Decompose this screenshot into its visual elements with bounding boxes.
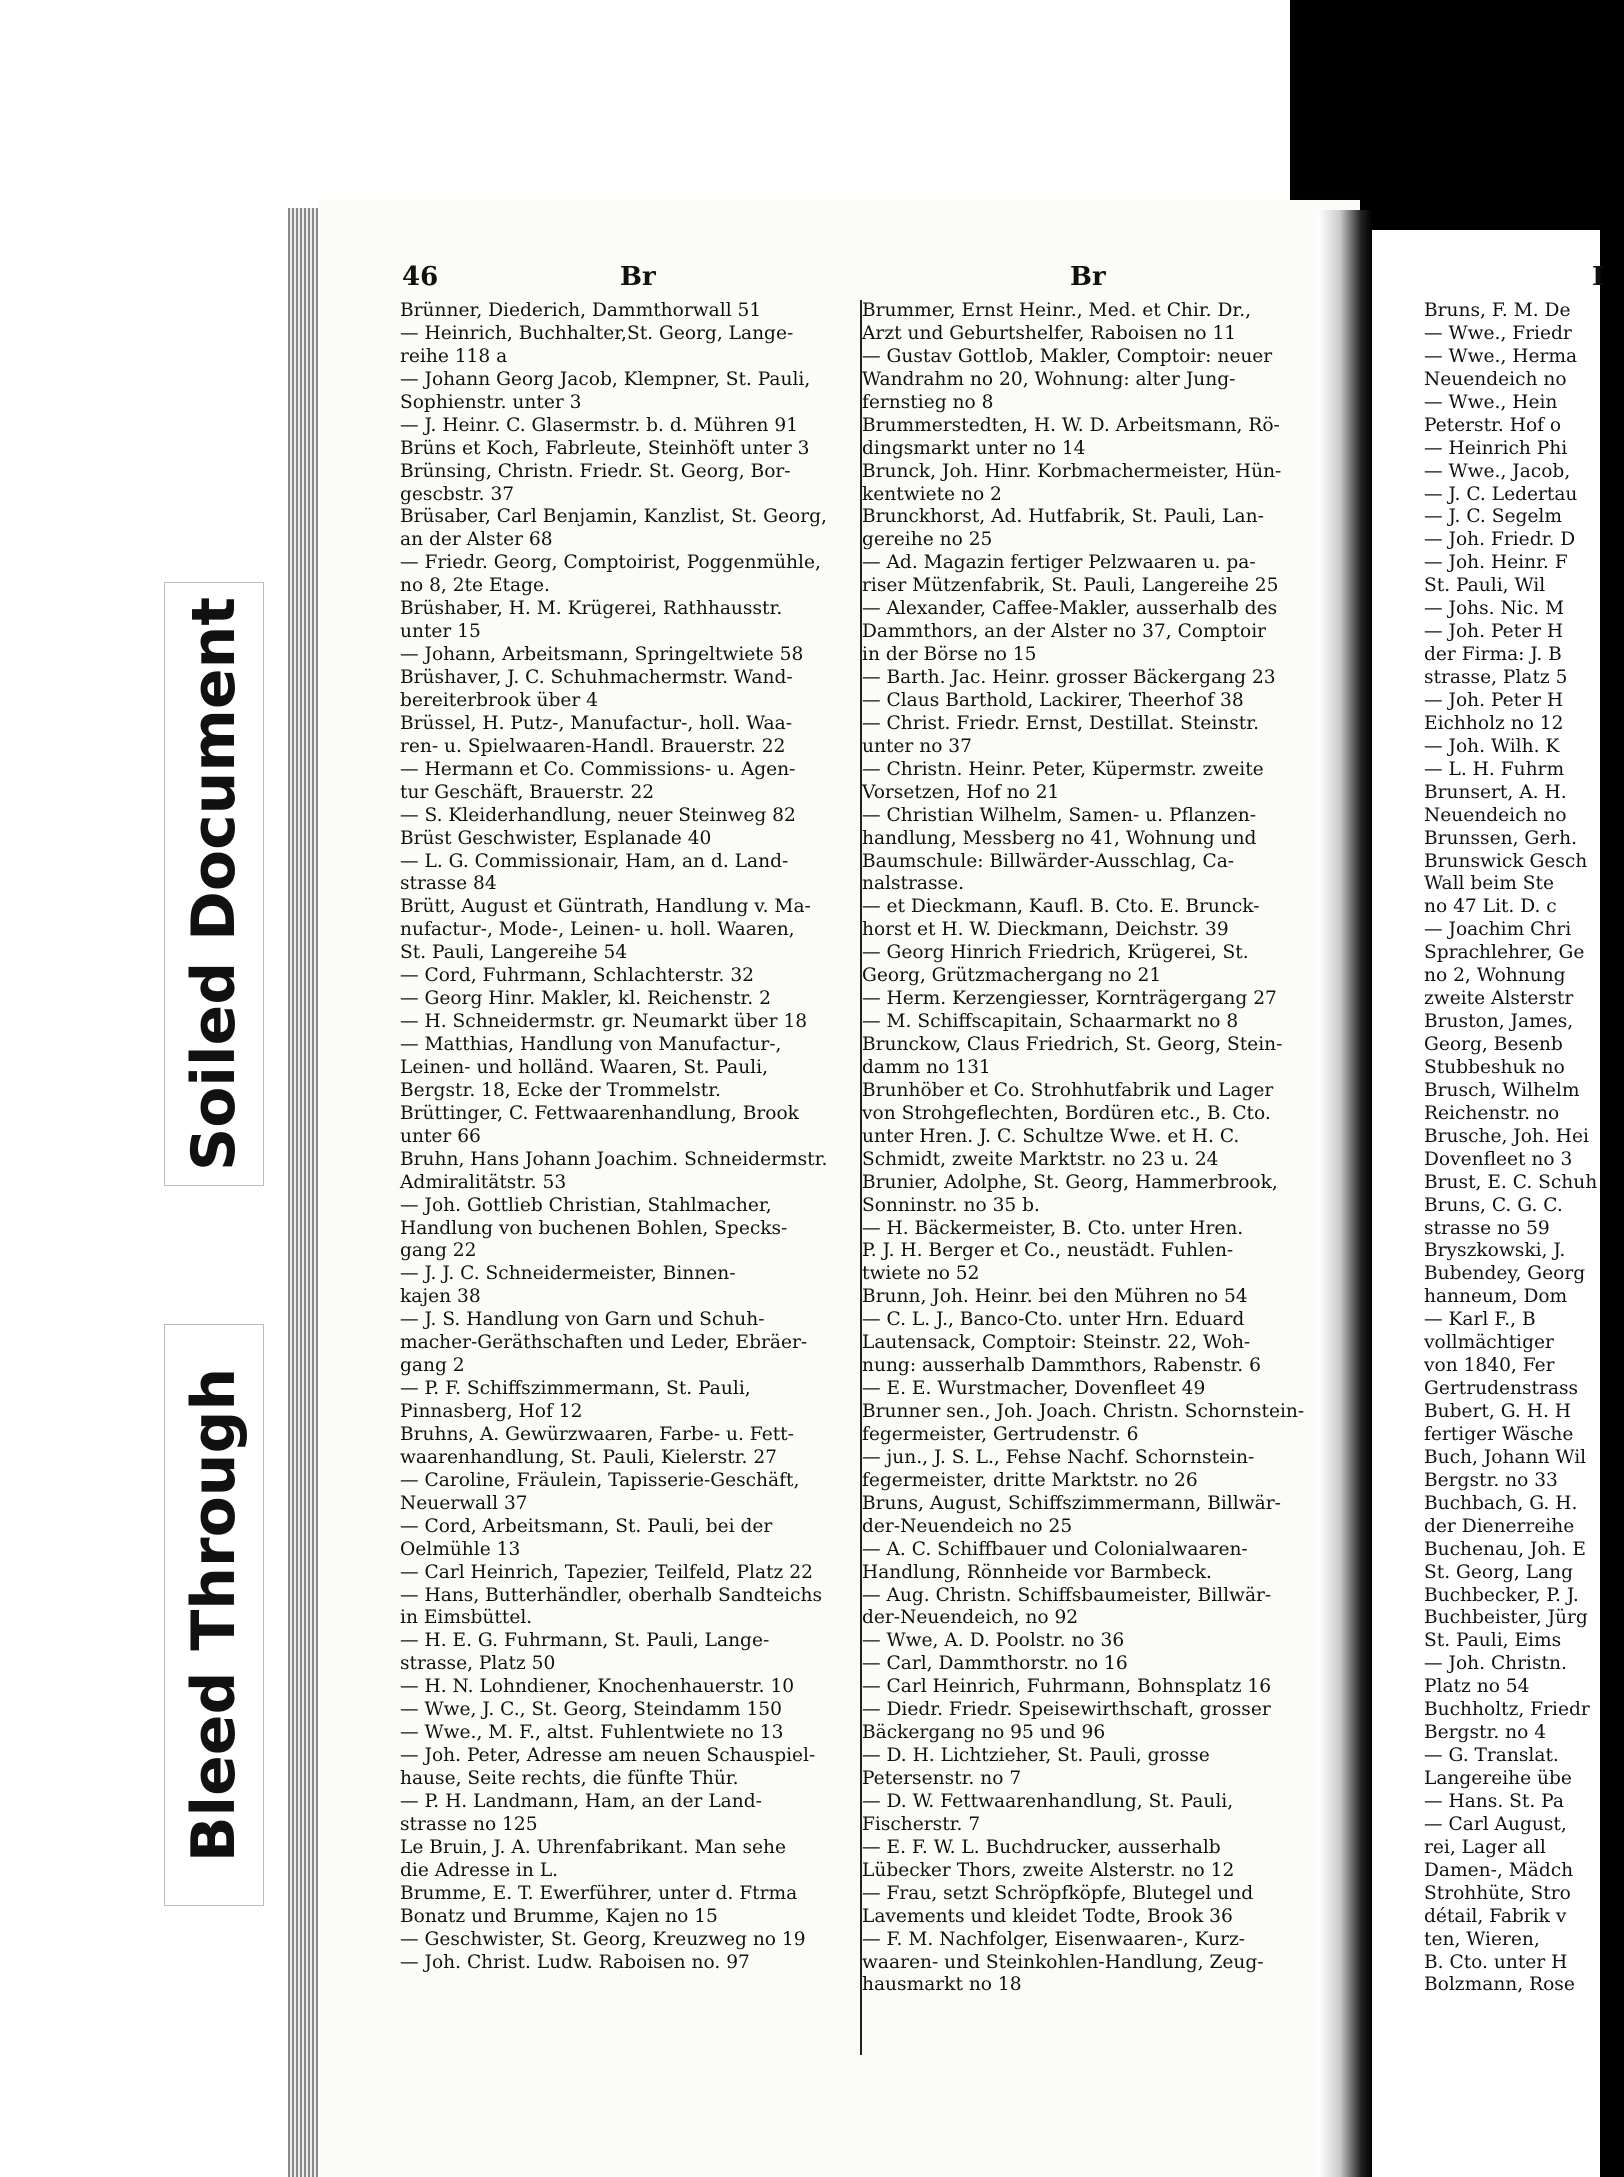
directory-entry-line: — F. M. Nachfolger, Eisenwaaren-, Kurz- (862, 1928, 1246, 1950)
directory-entry-line: Langereihe übe (1424, 1768, 1572, 1789)
directory-entry-line: Wandrahm no 20, Wohnung: alter Jung- (862, 368, 1236, 390)
directory-entry-line: Brüst Geschwister, Esplanade 40 (400, 827, 712, 849)
directory-entry-line: — Frau, setzt Schröpfköpfe, Blutegel und (862, 1882, 1254, 1904)
directory-entry-line: Bergstr. no 33 (1424, 1469, 1558, 1491)
directory-entry-line: gescbstr. 37 (400, 483, 515, 505)
directory-entry-line: Stubbeshuk no (1424, 1056, 1565, 1078)
directory-entry-line: twiete no 52 (862, 1263, 980, 1285)
directory-entry-line: — Heinrich Phi (1424, 437, 1568, 459)
directory-entry-line: — H. E. G. Fuhrmann, St. Pauli, Lange- (400, 1630, 770, 1652)
directory-entry-line: Lavements und kleidet Todte, Brook 36 (862, 1905, 1233, 1927)
directory-entry-line: Bonatz und Brumme, Kajen no 15 (400, 1905, 718, 1927)
directory-entry-line: — Joh. Peter, Adresse am neuen Schauspiel- (400, 1745, 816, 1767)
directory-entry-line: vollmächtiger (1424, 1332, 1554, 1354)
directory-entry-line: in Eimsbüttel. (400, 1607, 533, 1629)
directory-entry-line: Petersenstr. no 7 (862, 1768, 1022, 1789)
scan-dark-area (1290, 0, 1600, 230)
directory-entry-line: — G. Translat. (1424, 1745, 1559, 1767)
directory-entry-line: — Hermann et Co. Commissions- u. Agen- (400, 758, 796, 780)
left-header-letters: Br (620, 262, 656, 292)
directory-entry-line: macher-Geräthschaften und Leder, Ebräer- (400, 1332, 808, 1354)
directory-entry-line: Georg, Grützmachergang no 21 (862, 965, 1162, 987)
directory-entry-line: — Joachim Chri (1424, 919, 1572, 941)
directory-entry-line: Brunner sen., Joh. Joach. Christn. Schornstein- (862, 1401, 1305, 1422)
directory-entry-line: Bergstr. 18, Ecke der Trommelstr. (400, 1079, 721, 1101)
directory-entry-line: unter no 37 (862, 735, 972, 757)
directory-entry-line: — Joh. Wilh. K (1424, 735, 1560, 757)
directory-entry-line: — J. C. Segelm (1424, 506, 1562, 528)
directory-entry-line: Sonninstr. no 35 b. (862, 1194, 1040, 1216)
directory-entry-line: Reichenstr. no (1424, 1102, 1560, 1124)
directory-entry-line: Peterstr. Hof o (1424, 414, 1562, 436)
directory-entry-line: Fischerstr. 7 (862, 1813, 981, 1835)
directory-entry-line: Bruns, F. M. De (1424, 300, 1571, 321)
directory-entry-line: Brummer, Ernst Heinr., Med. et Chir. Dr., (862, 300, 1252, 321)
directory-entry-line: — H. Bäckermeister, B. Cto. unter Hren. (862, 1217, 1244, 1239)
directory-entry-line: nung: ausserhalb Dammthors, Rabenstr. 6 (862, 1355, 1261, 1377)
middle-column (862, 300, 1312, 1997)
directory-entry-line: von Strohgeflechten, Bordüren etc., B. Cto. (862, 1102, 1271, 1124)
directory-entry-line: B. Cto. unter H (1424, 1951, 1568, 1973)
directory-entry-line: Brusch, Wilhelm (1424, 1079, 1580, 1101)
directory-entry-line: Neuerwall 37 (400, 1492, 528, 1514)
directory-entry-line: unter 66 (400, 1125, 481, 1147)
directory-entry-line: Pinnasberg, Hof 12 (400, 1401, 583, 1422)
directory-entry-line: Buchenau, Joh. E (1424, 1538, 1586, 1560)
directory-entry-line: riser Mützenfabrik, St. Pauli, Langereihe 25 (862, 575, 1279, 597)
directory-entry-line: Buchbeister, Jürg (1424, 1607, 1588, 1629)
directory-entry-line: waaren- und Steinkohlen-Handlung, Zeug- (862, 1951, 1264, 1973)
directory-entry-line: Brunsert, A. H. (1424, 781, 1567, 803)
directory-entry-line: — Diedr. Friedr. Speisewirthschaft, grosser (862, 1699, 1271, 1721)
directory-entry-line: St. Pauli, Langereihe 54 (400, 942, 628, 964)
page-number: 46 (402, 262, 439, 292)
middle-header-letters: Br (1070, 262, 1106, 292)
directory-entry-line: — Joh. Christn. (1424, 1653, 1567, 1675)
directory-entry-line: Buchbecker, P. J. (1424, 1584, 1579, 1606)
directory-entry-line: Bruns, C. G. C. (1424, 1194, 1563, 1216)
directory-entry-line: — L. H. Fuhrm (1424, 758, 1565, 780)
directory-entry-line: — Carl August, (1424, 1813, 1567, 1835)
directory-entry-line: von 1840, Fer (1424, 1355, 1555, 1377)
right-header-letters: I (1592, 262, 1605, 292)
directory-entry-line: strasse, Platz 5 (1424, 667, 1568, 688)
directory-entry-line: — Wwe., M. F., altst. Fuhlentwiete no 13 (400, 1722, 784, 1744)
directory-entry-line: Oelmühle 13 (400, 1538, 521, 1560)
directory-entry-line: Baumschule: Billwärder-Ausschlag, Ca- (862, 850, 1235, 872)
directory-entry-line: ten, Wieren, (1424, 1928, 1540, 1950)
directory-entry-line: gang 22 (400, 1240, 477, 1262)
directory-entry-line: Bruns, August, Schiffszimmermann, Billwär- (862, 1492, 1281, 1514)
directory-entry-line: Brüshaber, H. M. Krügerei, Rathhausstr. (400, 598, 783, 620)
directory-entry-line: zweite Alsterstr (1424, 988, 1574, 1010)
directory-entry-line: — Alexander, Caffee-Makler, ausserhalb des (862, 598, 1278, 620)
directory-entry-line: Dovenfleet no 3 (1424, 1148, 1573, 1170)
directory-entry-line: — Claus Barthold, Lackirer, Theerhof 38 (862, 689, 1244, 711)
directory-entry-line: Brunssen, Gerh. (1424, 827, 1578, 849)
directory-entry-line: Sophienstr. unter 3 (400, 391, 582, 413)
directory-entry-line: — Georg Hinrich Friedrich, Krügerei, St. (862, 942, 1249, 964)
directory-entry-line: — Wwe., Jacob, (1424, 460, 1571, 482)
directory-entry-line: Bruhns, A. Gewürzwaaren, Farbe- u. Fett- (400, 1423, 794, 1445)
directory-entry-line: no 47 Lit. D. c (1424, 896, 1557, 918)
directory-entry-line: — M. Schiffscapitain, Schaarmarkt no 8 (862, 1011, 1239, 1033)
directory-entry-line: handlung, Messberg no 41, Wohnung und (862, 827, 1257, 849)
directory-entry-line: — Johann, Arbeitsmann, Springeltwiete 58 (400, 644, 804, 666)
bleed-through-label: Bleed Through (179, 1367, 250, 1863)
directory-entry-line: bereiterbrook über 4 (400, 689, 598, 711)
directory-entry-line: Bruhn, Hans Johann Joachim. Schneidermstr. (400, 1148, 828, 1170)
directory-entry-line: — jun., J. S. L., Fehse Nachf. Schornstein- (862, 1446, 1255, 1468)
directory-entry-line: — Christian Wilhelm, Samen- u. Pflanzen- (862, 804, 1256, 826)
directory-entry-line: — Cord, Fuhrmann, Schlachterstr. 32 (400, 965, 755, 987)
directory-entry-line: Brünsing, Christn. Friedr. St. Georg, Bor- (400, 460, 791, 482)
directory-entry-line: Brusche, Joh. Hei (1424, 1125, 1589, 1147)
directory-entry-line: unter 15 (400, 621, 481, 643)
directory-entry-line: — Hans, Butterhändler, oberhalb Sandteichs (400, 1584, 823, 1606)
directory-entry-line: Bolzmann, Rose (1424, 1974, 1575, 1996)
directory-entry-line: Schmidt, zweite Marktstr. no 23 u. 24 (862, 1148, 1219, 1170)
directory-entry-line: Handlung, Rönnheide vor Barmbeck. (862, 1561, 1212, 1583)
directory-entry-line: an der Alster 68 (400, 529, 553, 551)
book-spine (1318, 210, 1372, 2177)
directory-entry-line: Vorsetzen, Hof no 21 (862, 781, 1060, 803)
directory-entry-line: — Carl Heinrich, Fuhrmann, Bohnsplatz 16 (862, 1676, 1272, 1698)
directory-entry-line: — Joh. Christ. Ludw. Raboisen no. 97 (400, 1951, 750, 1973)
directory-entry-line: Admiralitätstr. 53 (400, 1171, 567, 1193)
directory-entry-line: Sprachlehrer, Ge (1424, 942, 1585, 964)
directory-entry-line: Brumme, E. T. Ewerführer, unter d. Ftrma (400, 1882, 798, 1904)
directory-entry-line: St. Pauli, Wil (1424, 575, 1546, 597)
directory-entry-line: — P. H. Landmann, Ham, an der Land- (400, 1790, 762, 1812)
directory-entry-line: fertiger Wäsche (1424, 1423, 1574, 1445)
directory-entry-line: — L. G. Commissionair, Ham, an d. Land- (400, 850, 789, 872)
directory-entry-line: — Carl Heinrich, Tapezier, Teilfeld, Platz 22 (400, 1561, 813, 1583)
directory-entry-line: tur Geschäft, Brauerstr. 22 (400, 781, 655, 803)
directory-entry-line: — Joh. Heinr. F (1424, 552, 1568, 574)
directory-entry-line: — Wwe., Friedr (1424, 322, 1572, 344)
soiled-document-stamp (164, 582, 264, 1186)
directory-entry-line: Neuendeich no (1424, 368, 1567, 390)
directory-entry-line: — Joh. Peter H (1424, 689, 1564, 711)
directory-entry-line: — Joh. Peter H (1424, 621, 1564, 643)
directory-entry-line: dingsmarkt unter no 14 (862, 437, 1086, 459)
directory-entry-line: strasse 84 (400, 873, 497, 895)
directory-entry-line: — Caroline, Fräulein, Tapisserie-Geschäft, (400, 1469, 800, 1491)
directory-entry-line: Brüssel, H. Putz-, Manufactur-, holl. Waa- (400, 712, 793, 734)
directory-entry-line: Bryszkowski, J. (1424, 1240, 1566, 1262)
directory-entry-line: — Cord, Arbeitsmann, St. Pauli, bei der (400, 1515, 773, 1537)
directory-entry-line: — Aug. Christn. Schiffsbaumeister, Billwär- (862, 1584, 1272, 1606)
directory-entry-line: die Adresse in L. (400, 1859, 559, 1881)
directory-entry-line: — Heinrich, Buchhalter,St. Georg, Lange- (400, 322, 794, 344)
directory-entry-line: Platz no 54 (1424, 1676, 1530, 1698)
directory-entry-line: der Firma: J. B (1424, 644, 1562, 666)
directory-entry-line: Brunckhorst, Ad. Hutfabrik, St. Pauli, Lan- (862, 506, 1264, 528)
directory-entry-line: damm no 131 (862, 1056, 991, 1078)
directory-entry-line: Brütt, August et Güntrath, Handlung v. Ma- (400, 896, 811, 918)
directory-entry-line: — Gustav Gottlob, Makler, Comptoir: neuer (862, 345, 1273, 367)
directory-entry-line: — Karl F., B (1424, 1309, 1536, 1331)
directory-entry-line: Gertrudenstrass (1424, 1378, 1579, 1400)
directory-entry-line: strasse, Platz 50 (400, 1653, 556, 1675)
directory-entry-line: Brunn, Joh. Heinr. bei den Mühren no 54 (862, 1286, 1248, 1308)
directory-entry-line: ren- u. Spielwaaren-Handl. Brauerstr. 22 (400, 735, 786, 757)
directory-entry-line: waarenhandlung, St. Pauli, Kielerstr. 27 (400, 1446, 778, 1468)
directory-entry-line: der Dienerreihe (1424, 1515, 1575, 1537)
directory-entry-line: P. J. H. Berger et Co., neustädt. Fuhlen- (862, 1240, 1234, 1262)
directory-entry-line: — S. Kleiderhandlung, neuer Steinweg 82 (400, 804, 796, 826)
directory-entry-line: — H. Schneidermstr. gr. Neumarkt über 18 (400, 1011, 808, 1033)
directory-entry-line: Brunckow, Claus Friedrich, St. Georg, Stein- (862, 1034, 1283, 1055)
directory-entry-line: Bubendey, Georg (1424, 1263, 1586, 1285)
directory-entry-line: fernstieg no 8 (862, 391, 994, 413)
directory-entry-line: — Johs. Nic. M (1424, 598, 1564, 620)
directory-entry-line: nalstrasse. (862, 873, 964, 895)
directory-entry-line: — E. F. W. L. Buchdrucker, ausserhalb (862, 1836, 1221, 1858)
directory-entry-line: Dammthors, an der Alster no 37, Comptoir (862, 621, 1267, 643)
directory-entry-line: Lautensack, Comptoir: Steinstr. 22, Woh- (862, 1332, 1251, 1354)
directory-entry-line: Bäckergang no 95 und 96 (862, 1722, 1106, 1744)
directory-entry-line: — P. F. Schiffszimmermann, St. Pauli, (400, 1378, 751, 1400)
directory-entry-line: Brünner, Diederich, Dammthorwall 51 (400, 300, 762, 321)
directory-entry-line: Le Bruin, J. A. Uhrenfabrikant. Man sehe (400, 1836, 786, 1858)
directory-entry-line: hausmarkt no 18 (862, 1974, 1022, 1996)
directory-entry-line: Brunswick Gesch (1424, 850, 1588, 872)
directory-entry-line: Bruston, James, (1424, 1011, 1574, 1033)
directory-entry-line: — Friedr. Georg, Comptoirist, Poggenmühle, (400, 552, 821, 574)
directory-entry-line: no 8, 2te Etage. (400, 575, 550, 597)
directory-entry-line: St. Pauli, Eims (1424, 1630, 1562, 1652)
directory-entry-line: Buch, Johann Wil (1424, 1446, 1587, 1468)
directory-entry-line: — H. N. Lohndiener, Knochenhauerstr. 10 (400, 1676, 795, 1698)
directory-entry-line: Brunier, Adolphe, St. Georg, Hammerbrook, (862, 1171, 1278, 1193)
directory-entry-line: — C. L. J., Banco-Cto. unter Hrn. Eduard (862, 1309, 1245, 1331)
directory-entry-line: — Joh. Gottlieb Christian, Stahlmacher, (400, 1194, 772, 1216)
directory-entry-line: Brunhöber et Co. Strohhutfabrik und Lager (862, 1079, 1274, 1101)
facing-page-column (1424, 300, 1624, 1997)
directory-entry-line: Arzt und Geburtshelfer, Raboisen no 11 (862, 322, 1237, 344)
directory-entry-line: rei, Lager all (1424, 1836, 1546, 1858)
directory-entry-line: der-Neuendeich no 25 (862, 1515, 1073, 1537)
directory-entry-line: no 2, Wohnung (1424, 965, 1566, 987)
left-column (400, 300, 853, 1974)
directory-entry-line: — Christn. Heinr. Peter, Küpermstr. zweite (862, 758, 1264, 780)
directory-entry-line: Brüttinger, C. Fettwaarenhandlung, Brook (400, 1102, 799, 1124)
directory-entry-line: Lübecker Thors, zweite Alsterstr. no 12 (862, 1859, 1235, 1881)
directory-entry-line: — Wwe., Herma (1424, 345, 1578, 367)
directory-entry-line: strasse no 125 (400, 1813, 538, 1835)
directory-entry-line: — D. H. Lichtzieher, St. Pauli, grosse (862, 1745, 1210, 1767)
directory-entry-line: — J. C. Ledertau (1424, 483, 1578, 505)
directory-entry-line: Strohhüte, Stro (1424, 1882, 1571, 1904)
directory-entry-line: — J. S. Handlung von Garn und Schuh- (400, 1309, 765, 1331)
directory-entry-line: — Wwe, J. C., St. Georg, Steindamm 150 (400, 1699, 782, 1721)
bleed-through-stamp (164, 1324, 264, 1906)
directory-entry-line: Neuendeich no (1424, 804, 1567, 826)
directory-entry-line: — et Dieckmann, Kaufl. B. Cto. E. Brunck- (862, 896, 1260, 918)
directory-entry-line: — Wwe, A. D. Poolstr. no 36 (862, 1630, 1125, 1652)
directory-entry-line: Brummerstedten, H. W. D. Arbeitsmann, Rö- (862, 414, 1280, 436)
directory-entry-line: — J. J. C. Schneidermeister, Binnen- (400, 1263, 736, 1285)
directory-entry-line: kajen 38 (400, 1286, 481, 1308)
directory-entry-line: Leinen- und holländ. Waaren, St. Pauli, (400, 1056, 768, 1078)
directory-entry-line: Georg, Besenb (1424, 1034, 1563, 1055)
directory-entry-line: gang 2 (400, 1355, 465, 1377)
directory-entry-line: — Geschwister, St. Georg, Kreuzweg no 19 (400, 1928, 806, 1950)
directory-entry-line: — J. Heinr. C. Glasermstr. b. d. Mühren 91 (400, 414, 799, 436)
directory-entry-line: Eichholz no 12 (1424, 712, 1564, 734)
directory-entry-line: Bergstr. no 4 (1424, 1722, 1547, 1744)
directory-entry-line: der-Neuendeich, no 92 (862, 1607, 1079, 1629)
directory-entry-line: — Matthias, Handlung von Manufactur-, (400, 1034, 782, 1055)
directory-entry-line: — A. C. Schiffbauer und Colonialwaaren- (862, 1538, 1248, 1560)
page-edge (288, 208, 318, 2177)
directory-entry-line: — E. E. Wurstmacher, Dovenfleet 49 (862, 1378, 1206, 1400)
directory-entry-line: reihe 118 a (400, 345, 508, 367)
directory-entry-line: nufactur-, Mode-, Leinen- u. holl. Waaren, (400, 919, 795, 941)
directory-entry-line: hause, Seite rechts, die fünfte Thür. (400, 1768, 739, 1789)
directory-entry-line: — Barth. Jac. Heinr. grosser Bäckergang 23 (862, 667, 1276, 688)
directory-entry-line: in der Börse no 15 (862, 644, 1037, 666)
directory-entry-line: — D. W. Fettwaarenhandlung, St. Pauli, (862, 1790, 1234, 1812)
directory-entry-line: Brunck, Joh. Hinr. Korbmachermeister, Hün- (862, 460, 1282, 482)
directory-entry-line: fegermeister, Gertrudenstr. 6 (862, 1423, 1139, 1445)
directory-entry-line: Brust, E. C. Schuh (1424, 1171, 1598, 1193)
directory-entry-line: Damen-, Mädch (1424, 1859, 1574, 1881)
directory-entry-line: fegermeister, dritte Marktstr. no 26 (862, 1469, 1198, 1491)
directory-entry-line: — Ad. Magazin fertiger Pelzwaaren u. pa- (862, 552, 1256, 574)
directory-entry-line: horst et H. W. Dieckmann, Deichstr. 39 (862, 919, 1229, 941)
directory-entry-line: Brüsaber, Carl Benjamin, Kanzlist, St. Georg, (400, 506, 827, 528)
directory-entry-line: détail, Fabrik v (1424, 1905, 1567, 1927)
directory-entry-line: — Herm. Kerzengiesser, Kornträgergang 27 (862, 988, 1277, 1010)
directory-entry-line: Brüns et Koch, Fabrleute, Steinhöft unter 3 (400, 437, 810, 459)
directory-entry-line: — Georg Hinr. Makler, kl. Reichenstr. 2 (400, 988, 771, 1010)
directory-entry-line: hanneum, Dom (1424, 1286, 1568, 1308)
directory-entry-line: — Carl, Dammthorstr. no 16 (862, 1653, 1128, 1675)
directory-entry-line: Wall beim Ste (1424, 873, 1554, 895)
directory-entry-line: Handlung von buchenen Bohlen, Specks- (400, 1217, 788, 1239)
directory-entry-line: Buchbach, G. H. (1424, 1492, 1578, 1514)
directory-entry-line: strasse no 59 (1424, 1217, 1550, 1239)
directory-entry-line: St. Georg, Lang (1424, 1561, 1574, 1583)
directory-entry-line: Brüshaver, J. C. Schuhmachermstr. Wand- (400, 667, 793, 688)
directory-entry-line: Bubert, G. H. H (1424, 1401, 1571, 1422)
directory-entry-line: unter Hren. J. C. Schultze Wwe. et H. C. (862, 1125, 1240, 1147)
directory-entry-line: — Hans. St. Pa (1424, 1790, 1564, 1812)
directory-entry-line: — Johann Georg Jacob, Klempner, St. Pauli, (400, 368, 811, 390)
directory-entry-line: — Joh. Friedr. D (1424, 529, 1576, 551)
directory-entry-line: gereihe no 25 (862, 529, 993, 551)
directory-entry-line: — Christ. Friedr. Ernst, Destillat. Steinstr. (862, 712, 1260, 734)
directory-entry-line: kentwiete no 2 (862, 483, 1002, 505)
soiled-document-label: Soiled Document (179, 596, 250, 1172)
directory-entry-line: Buchholtz, Friedr (1424, 1699, 1590, 1721)
directory-entry-line: — Wwe., Hein (1424, 391, 1558, 413)
